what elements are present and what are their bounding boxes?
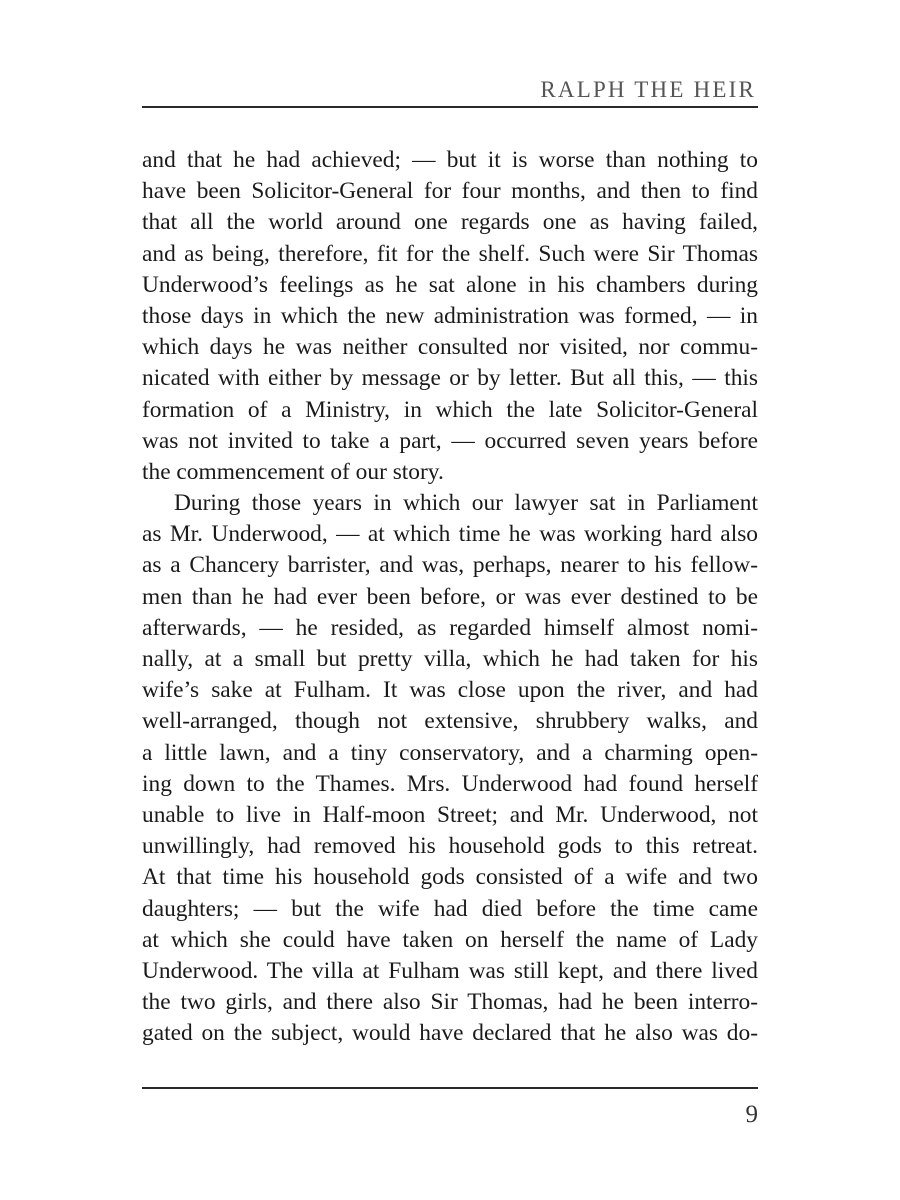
text-line: and as being, therefore, fit for the shelf. Such were Sir Thomas [142, 240, 758, 267]
text-line: formation of a Ministry, in which the late Solicitor-General [142, 396, 758, 423]
text-line: a little lawn, and a tiny conservatory, and a charming open- [142, 739, 758, 766]
text-line: at which she could have taken on herself the name of Lady [142, 926, 758, 953]
text-line: which days he was neither consulted nor visited, nor commu- [142, 334, 758, 361]
text-line: daughters; — but the wife had died before the time came [142, 895, 758, 922]
text-line: as Mr. Underwood, — at which time he was working hard also [142, 521, 758, 548]
page-body [142, 145, 758, 1049]
text-line: was not invited to take a part, — occurred seven years before [142, 427, 758, 454]
running-title: RALPH THE HEIR [540, 77, 756, 102]
text-line: unwillingly, had removed his household gods to this retreat. [142, 833, 758, 860]
paragraph-end-line: the commencement of our story. [142, 458, 444, 485]
text-line: unable to live in Half-moon Street; and Mr. Underwood, not [142, 801, 758, 828]
text-line: the two girls, and there also Sir Thomas, had he been interro- [142, 989, 758, 1016]
text-line: those days in which the new administration was formed, — in [142, 302, 758, 329]
text-line: men than he had ever been before, or was ever destined to be [142, 583, 758, 610]
header-rule [142, 106, 758, 108]
text-line: have been Solicitor-General for four months, and then to find [142, 178, 758, 205]
text-line: nicated with either by message or by letter. But all this, — this [142, 365, 758, 392]
text-line: wife’s sake at Fulham. It was close upon the river, and had [142, 677, 758, 704]
text-line: afterwards, — he resided, as regarded himself almost nomi- [142, 614, 758, 641]
text-line: well-arranged, though not extensive, shrubbery walks, and [142, 708, 758, 735]
text-line: Underwood’s feelings as he sat alone in his chambers during [142, 271, 758, 298]
text-line: gated on the subject, would have declared that he also was do- [142, 1020, 758, 1047]
text-line: that all the world around one regards one as having failed, [142, 209, 758, 236]
page-number: 9 [745, 1101, 758, 1128]
paragraph-first-line: During those years in which our lawyer sat in Parliament [174, 490, 758, 517]
text-line: as a Chancery barrister, and was, perhaps, nearer to his fellow- [142, 552, 758, 579]
footer-rule [142, 1087, 758, 1089]
text-line: Underwood. The villa at Fulham was still kept, and there lived [142, 957, 758, 984]
text-line: and that he had achieved; — but it is worse than nothing to [142, 147, 758, 173]
text-line: ing down to the Thames. Mrs. Underwood had found herself [142, 770, 758, 797]
text-line: nally, at a small but pretty villa, which he had taken for his [142, 646, 758, 672]
text-line: At that time his household gods consisted of a wife and two [142, 864, 758, 891]
